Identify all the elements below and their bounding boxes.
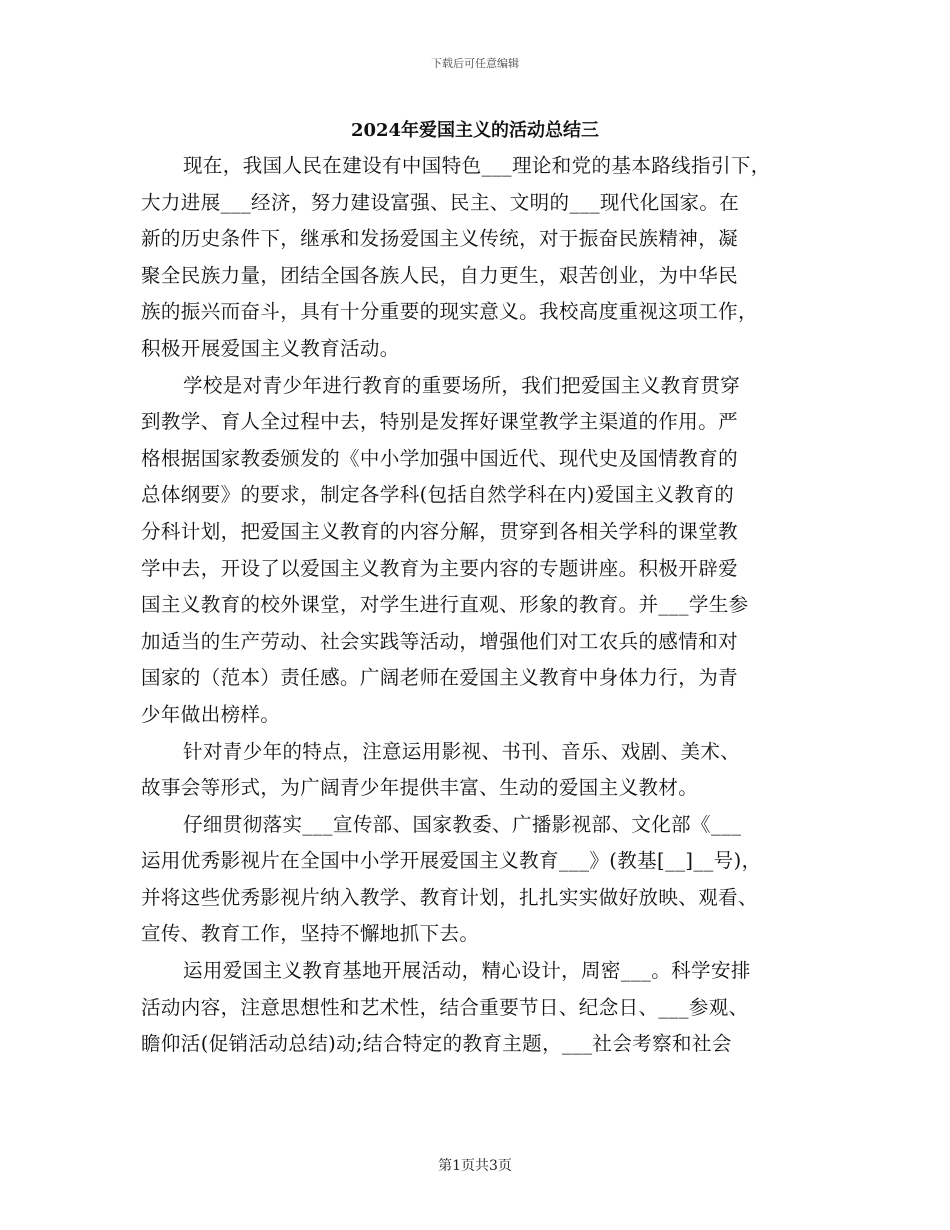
paragraph xyxy=(141,148,813,368)
text-line: 少年做出榜样。 xyxy=(141,702,281,726)
text-line: 总体纲要》的要求，制定各学科(包括自然学科在内)爱国主义教育的 xyxy=(141,483,735,507)
text-line: 族的振兴而奋斗，具有十分重要的现实意义。我校高度重视这项工作， xyxy=(141,300,758,324)
text-line: 故事会等形式，为广阔青少年提供丰富、生动的爱国主义教材。 xyxy=(141,776,699,800)
text-line: 国主义教育的校外课堂，对学生进行直观、形象的教育。并___学生参 xyxy=(141,593,749,617)
text-line: 针对青少年的特点，注意运用影视、书刊、音乐、戏剧、美术、 xyxy=(183,739,741,763)
text-line: 并将这些优秀影视片纳入教学、教育计划，扎扎实实做好放映、观看、 xyxy=(141,885,758,909)
text-line: 瞻仰活(促销活动总结)动;结合特定的教育主题，___社会考察和社会 xyxy=(141,1032,732,1056)
document-body xyxy=(141,148,813,1063)
text-line: 学中去，开设了以爱国主义教育为主要内容的专题讲座。积极开辟爱 xyxy=(141,556,739,580)
page-number: 第1页共3页 xyxy=(438,1158,512,1174)
text-line: 大力进展___经济，努力建设富强、民主、文明的___现代化国家。在 xyxy=(141,190,740,214)
text-line: 宣传、教育工作，坚持不懈地抓下去。 xyxy=(141,922,480,946)
text-line: 格根据国家教委颁发的《中小学加强中国近代、现代史及国情教育的 xyxy=(141,446,739,470)
text-line: 新的历史条件下，继承和发扬爱国主义传统，对于振奋民族精神，凝 xyxy=(141,227,739,251)
text-line: 分科计划，把爱国主义教育的内容分解，贯穿到各相关学科的课堂教 xyxy=(141,519,739,543)
text-line: 运用爱国主义教育基地开展活动，精心设计，周密___。科学安排 xyxy=(183,959,751,983)
page-header-note: 下载后可任意编辑 xyxy=(431,57,519,70)
text-line: 活动内容，注意思想性和艺术性，结合重要节日、纪念日、___参观、 xyxy=(141,995,749,1019)
paragraph xyxy=(141,734,813,807)
text-line: 到教学、育人全过程中去，特别是发挥好课堂教学主渠道的作用。严 xyxy=(141,410,739,434)
paragraph xyxy=(141,368,813,734)
text-line: 现在，我国人民在建设有中国特色___理论和党的基本路线指引下， xyxy=(183,154,771,177)
paragraph xyxy=(141,953,813,1063)
text-line: 加适当的生产劳动、社会实践等活动，增强他们对工农兵的感情和对 xyxy=(141,629,739,653)
text-line: 积极开展爱国主义教育活动。 xyxy=(141,336,400,360)
text-line: 学校是对青少年进行教育的重要场所，我们把爱国主义教育贯穿 xyxy=(183,373,741,397)
text-line: 国家的（范本）责任感。广阔老师在爱国主义教育中身体力行，为青 xyxy=(141,666,739,690)
paragraph xyxy=(141,807,813,953)
text-line: 运用优秀影视片在全国中小学开展爱国主义教育___》(教基[__]__号)， xyxy=(141,849,762,873)
text-line: 聚全民族力量，团结全国各族人民，自力更生，艰苦创业，为中华民 xyxy=(141,263,739,287)
text-line: 仔细贯彻落实___宣传部、国家教委、广播影视部、文化部《___ xyxy=(183,812,742,836)
document-title: 2024年爱国主义的活动总结三 xyxy=(350,120,600,141)
